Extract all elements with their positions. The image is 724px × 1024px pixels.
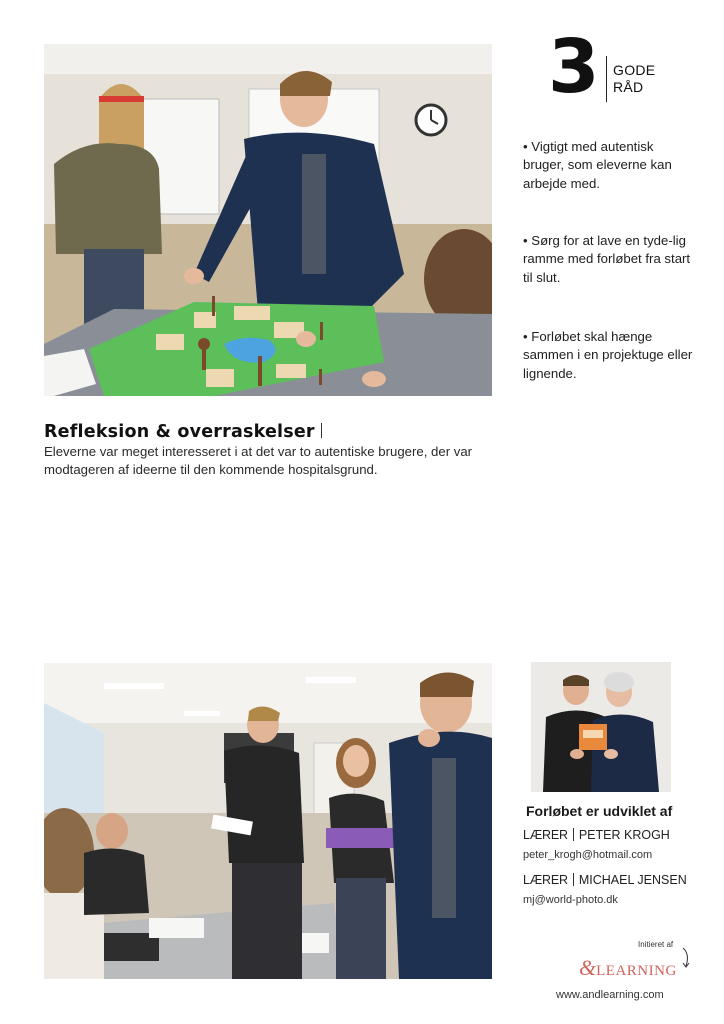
teacher-email[interactable]: peter_krogh@hotmail.com [523, 849, 653, 861]
reflection-heading [44, 421, 322, 443]
tip-item: • Vigtigt med autentisk bruger, som eleverne kan arbejde med. [523, 139, 672, 191]
photo-teachers-illustration [531, 662, 671, 792]
tip-item: • Forløbet skal hænge sammen i en projektuge eller lignende. [523, 329, 693, 381]
teacher-email[interactable]: mj@world-photo.dk [523, 894, 618, 906]
photo-classroom-presentation [44, 663, 492, 979]
logo-word: LEARNING [596, 963, 677, 979]
tips-divider [606, 56, 607, 102]
teacher-line [523, 828, 670, 842]
initiated-by-label: Initieret af [638, 940, 674, 949]
role-divider [573, 828, 574, 841]
role-divider [573, 873, 574, 886]
teacher-role-label: LÆRER [523, 828, 568, 842]
teacher-role-label: LÆRER [523, 873, 568, 887]
logo-ampersand: & [579, 955, 597, 980]
tip-item: • Sørg for at lave en tyde-lig ramme med forløbet fra start til slut. [523, 233, 691, 285]
reflection-body: Eleverne var meget interesseret i at det var to autentiske brugere, der var modtageren af ideerne til den kommende hospitalsgrund. [44, 444, 473, 478]
teacher-name: MICHAEL JENSEN [578, 873, 687, 887]
photo-classroom-model-illustration [44, 44, 492, 396]
website-link[interactable]: www.andlearning.com [556, 989, 664, 1001]
reflection-heading-text: Refleksion & overraskelser [44, 422, 315, 442]
curved-arrow-icon [680, 946, 692, 970]
teacher-name: PETER KROGH [578, 828, 670, 842]
tips-title-word-2: RÅD [613, 79, 644, 95]
credits-heading: Forløbet er udviklet af [526, 803, 673, 819]
tips-title-word-1: GODE [613, 62, 656, 78]
teacher-line [523, 873, 687, 887]
photo-students-with-model [44, 44, 492, 396]
tips-number: 3 [548, 24, 600, 110]
photo-classroom-presentation-illustration [44, 663, 492, 979]
photo-teachers [531, 662, 671, 792]
heading-divider [321, 423, 322, 438]
and-learning-logo [579, 955, 677, 981]
